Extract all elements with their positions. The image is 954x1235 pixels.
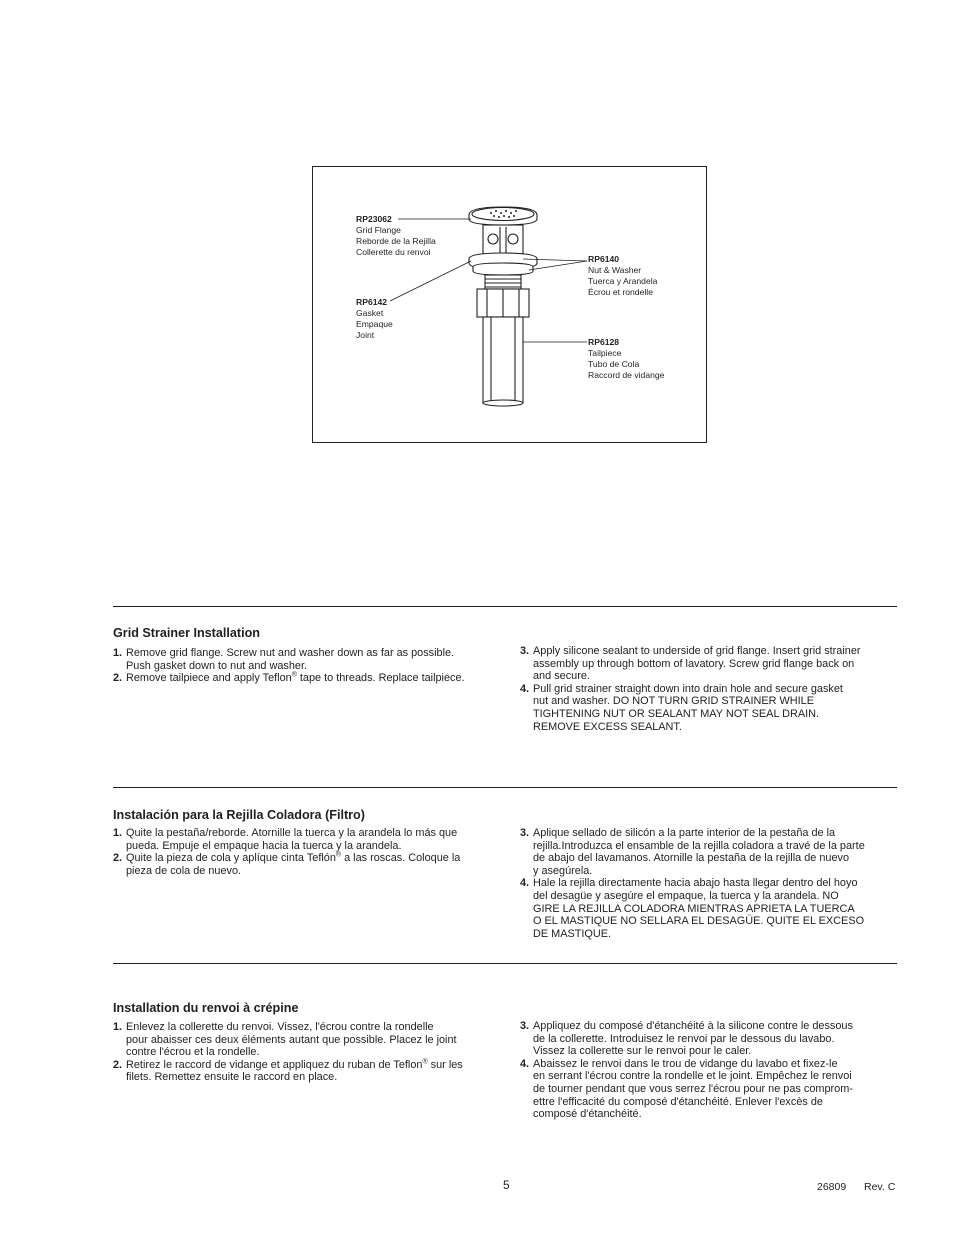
step-item bbox=[520, 827, 900, 877]
step-number: 2. bbox=[113, 852, 123, 865]
section-divider bbox=[113, 963, 897, 964]
part-name-en: Nut & Washer bbox=[588, 265, 642, 275]
step-item bbox=[520, 877, 900, 940]
step-number: 1. bbox=[113, 827, 123, 839]
step-number: 4. bbox=[520, 1057, 530, 1070]
steps-english-right bbox=[520, 645, 900, 733]
revision-label: Rev. C bbox=[864, 1181, 896, 1193]
step-text: Quite la pestaña/reborde. Atornille la tuerca y la arandela lo más que pueda. Empuje el empaque hacia la tuerca y la arandela. bbox=[126, 827, 458, 852]
steps-french-left bbox=[113, 1021, 503, 1084]
step-number: 2. bbox=[113, 672, 123, 685]
step-text bbox=[126, 672, 465, 684]
part-name-fr: Raccord de vidange bbox=[588, 370, 665, 380]
part-code: RP6140 bbox=[588, 254, 620, 264]
step-text-part: Retirez le raccord de vidange et appliquez du ruban de Teflon bbox=[126, 1058, 423, 1071]
step-item bbox=[520, 1020, 900, 1058]
part-code: RP6142 bbox=[356, 297, 388, 307]
registered-mark: ® bbox=[422, 1058, 428, 1066]
step-text bbox=[126, 1059, 463, 1084]
step-text: Abaissez le renvoi dans le trou de vidange du lavabo et fixez-le en serrant l'écrou contre la rondelle et le joint. Empêchez le renvoi de tourner pendant que vous serrez l'écrou pour ne pas comprom- ettre l'efficacité du composé d'étanchéité. Enlever l'excès de composé d'étanchéité. bbox=[533, 1057, 853, 1121]
step-number: 1. bbox=[113, 1021, 123, 1033]
part-name-en: Tailpiece bbox=[588, 348, 622, 358]
section-title-spanish: Instalación para la Rejilla Coladora (Filtro) bbox=[113, 808, 365, 822]
part-code: RP23062 bbox=[356, 214, 392, 224]
step-text: Remove grid flange. Screw nut and washer down as far as possible. Push gasket down to nut and washer. bbox=[126, 647, 455, 672]
step-number: 3. bbox=[520, 1020, 530, 1032]
part-name-en: Grid Flange bbox=[356, 225, 401, 235]
step-item bbox=[113, 1059, 503, 1084]
callout-grid-flange bbox=[356, 214, 436, 258]
step-text-part: a las roscas. Coloque la pieza de cola de nuevo. bbox=[126, 852, 461, 877]
step-text: Appliquez du composé d'étanchéité à la silicone contre le dessous de la collerette. Introduisez le renvoi par le dessous du lavabo. Vissez la collerette sur le renvoi pour le caler. bbox=[533, 1020, 853, 1058]
steps-spanish-right bbox=[520, 827, 900, 940]
registered-mark: ® bbox=[291, 671, 297, 679]
callout-nut-washer bbox=[588, 254, 657, 298]
part-name-es: Tubo de Cola bbox=[588, 359, 640, 369]
section-divider bbox=[113, 606, 897, 607]
steps-spanish-left bbox=[113, 827, 503, 877]
step-text: Aplique sellado de silicón a la parte interior de la pestaña de la rejilla.Introduzca el ensamble de la rejilla coladora a travé de la parte de abajo del lavamanos. Atornille la pestaña de la rejilla de nuevo y asegúrela. bbox=[533, 827, 865, 877]
part-name-es: Reborde de la Rejilla bbox=[356, 236, 436, 246]
step-item bbox=[113, 827, 503, 852]
section-title-english: Grid Strainer Installation bbox=[113, 626, 260, 640]
step-number: 3. bbox=[520, 827, 530, 839]
step-text bbox=[126, 852, 460, 877]
step-item bbox=[520, 645, 900, 683]
step-text-part: Remove tailpiece and apply Teflon bbox=[126, 672, 292, 685]
part-name-en: Gasket bbox=[356, 308, 384, 318]
step-text: Hale la rejilla directamente hacia abajo hasta llegar dentro del hoyo del desagüe y asegúre el empaque, la tuerca y la arandela. NO GIRE LA REJILLA COLADORA MIENTRAS APRIETA LA TUERCA O EL MASTIQUE NO SELLARA EL DESAGÜE. QUITE EL EXCESO DE MASTIQUE. bbox=[533, 877, 865, 940]
step-number: 3. bbox=[520, 645, 530, 657]
part-code: RP6128 bbox=[588, 337, 620, 347]
callout-tailpiece bbox=[588, 337, 664, 381]
step-item bbox=[520, 683, 900, 733]
steps-english-left bbox=[113, 647, 503, 685]
steps-french-right bbox=[520, 1020, 900, 1121]
part-name-fr: Collerette du renvoi bbox=[356, 247, 431, 257]
step-item bbox=[113, 672, 503, 685]
part-name-es: Empaque bbox=[356, 319, 393, 329]
step-item bbox=[520, 1058, 900, 1121]
parts-diagram bbox=[312, 166, 707, 443]
document-number: 26809 bbox=[817, 1181, 847, 1193]
step-number: 4. bbox=[520, 682, 530, 695]
part-name-fr: Écrou et rondelle bbox=[588, 287, 653, 297]
step-text: Enlevez la collerette du renvoi. Vissez, l'écrou contre la rondelle pour abaisser ces deux éléments autant que possible. Placez le joint contre l'écrou et la rondelle. bbox=[126, 1021, 457, 1059]
section-title-french: Installation du renvoi à crépine bbox=[113, 1001, 299, 1015]
step-text: Apply silicone sealant to underside of grid flange. Insert grid strainer assembly up through bottom of lavatory. Screw grid flange back on and secure. bbox=[533, 645, 861, 683]
part-name-fr: Joint bbox=[356, 330, 375, 340]
step-item bbox=[113, 1021, 503, 1059]
step-number: 2. bbox=[113, 1058, 123, 1071]
step-number: 1. bbox=[113, 647, 123, 659]
callout-gasket bbox=[356, 297, 393, 341]
page-number: 5 bbox=[503, 1178, 510, 1192]
step-text: Pull grid strainer straight down into drain hole and secure gasket nut and washer. DO NOT TURN GRID STRAINER WHILE TIGHTENING NUT OR SEALANT MAY NOT SEAL DRAIN. REMOVE EXCESS SEALANT. bbox=[533, 682, 843, 733]
part-name-es: Tuerca y Arandela bbox=[588, 276, 658, 286]
section-divider bbox=[113, 787, 897, 788]
step-text-part: tape to threads. Replace tailpiece. bbox=[296, 672, 465, 685]
step-text-part: Quite la pieza de cola y aplíque cinta Teflón bbox=[126, 852, 336, 865]
step-item bbox=[113, 647, 503, 672]
step-text-part: sur les filets. Remettez ensuite le raccord en place. bbox=[126, 1058, 463, 1084]
registered-mark: ® bbox=[335, 851, 342, 859]
step-item bbox=[113, 852, 503, 877]
step-number: 4. bbox=[520, 877, 530, 890]
